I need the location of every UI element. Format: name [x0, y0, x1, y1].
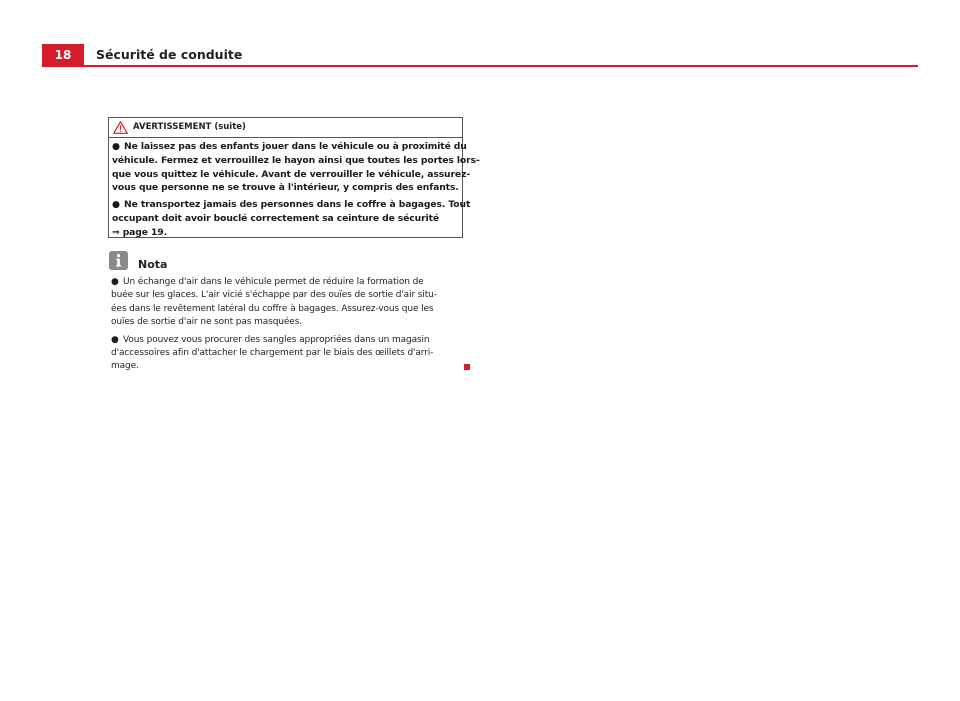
warning-line-text: Ne laissez pas des enfants jouer dans le véhicule ou à proximité du	[124, 141, 467, 152]
warning-line-text: Ne transportez jamais des personnes dans le coffre à bagages. Tout	[124, 199, 471, 211]
note-item	[111, 334, 463, 374]
note-line-text: Un échange d'air dans le véhicule permet de réduire la formation de	[123, 277, 424, 287]
bullet: ●	[111, 277, 119, 287]
note-line: d'accessoires afin d'attacher le chargement par le biais des œillets d'arri-	[111, 348, 434, 359]
warning-line: vous que personne ne se trouve à l'intérieur, y compris des enfants.	[112, 182, 459, 194]
warning-box	[108, 117, 480, 238]
header-rule	[42, 65, 918, 67]
note-title: Nota	[138, 258, 168, 271]
bullet: ●	[112, 141, 120, 152]
note-line: ées dans le revêtement latéral du coffre à bagages. Assurez-vous que les	[111, 303, 434, 314]
warning-body	[112, 140, 480, 243]
warning-header	[109, 118, 462, 138]
warning-line: véhicule. Fermez et verrouillez le hayon ainsi que toutes les portes lors-	[112, 154, 480, 166]
warning-line: occupant doit avoir bouclé correctement sa ceinture de sécurité	[112, 212, 439, 224]
info-icon	[109, 251, 128, 270]
note-line: ouïes de sortie d'air ne sont pas masquées.	[111, 317, 303, 328]
note-body	[111, 276, 463, 378]
warning-triangle-icon	[113, 121, 128, 134]
warning-line	[112, 198, 471, 212]
page-number: 18	[42, 44, 84, 66]
note-line-text: Vous pouvez vous procurer des sangles appropriées dans un magasin	[123, 334, 430, 345]
bullet: ●	[112, 199, 120, 211]
note-line	[111, 276, 463, 289]
warning-line	[112, 140, 467, 154]
warning-title: AVERTISSEMENT (suite)	[133, 122, 246, 132]
note-item	[111, 276, 463, 330]
page-reference-link[interactable]: ⇒ page 19.	[112, 226, 167, 238]
note-line: buée sur les glaces. L'air vicié s'échappe par des ouïes de sortie d'air situ-	[111, 290, 437, 301]
bullet: ●	[111, 334, 119, 345]
note-line	[111, 334, 463, 347]
warning-line: que vous quittez le véhicule. Avant de verrouiller le véhicule, assurez-	[112, 168, 471, 180]
section-title: Sécurité de conduite	[96, 47, 243, 62]
warning-item	[112, 198, 471, 239]
page-header	[42, 44, 918, 66]
warning-item	[112, 140, 480, 195]
section-end-marker	[464, 364, 470, 370]
note-line: mage.	[111, 361, 139, 372]
